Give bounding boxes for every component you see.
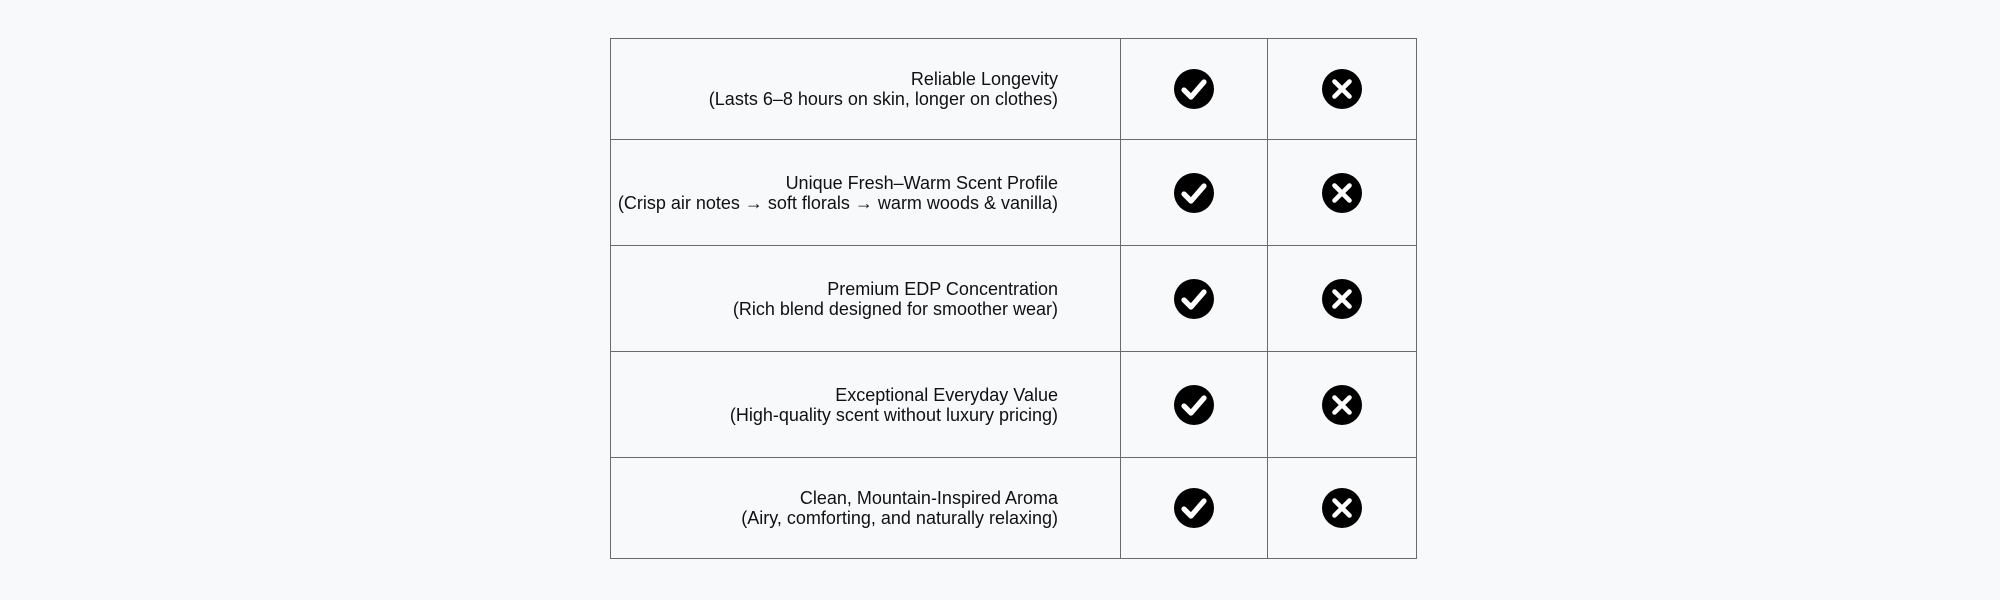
yes-cell: [1121, 140, 1268, 246]
x-icon: [1321, 278, 1363, 320]
check-icon: [1173, 172, 1215, 214]
feature-cell: [611, 352, 1121, 458]
feature-cell: [611, 140, 1121, 246]
check-icon: [1173, 68, 1215, 110]
table-row: [611, 246, 1417, 352]
check-icon: [1173, 278, 1215, 320]
yes-cell: [1121, 352, 1268, 458]
x-icon: [1321, 384, 1363, 426]
feature-cell: [611, 246, 1121, 352]
feature-subtitle: (Airy, comforting, and naturally relaxing): [741, 508, 1058, 528]
check-icon: [1173, 384, 1215, 426]
x-icon: [1321, 487, 1363, 529]
x-icon: [1321, 68, 1363, 110]
table-row: [611, 140, 1417, 246]
feature-cell: [611, 458, 1121, 559]
comparison-table: [610, 38, 1417, 559]
feature-subtitle: (Lasts 6–8 hours on skin, longer on clothes): [708, 89, 1058, 109]
feature-title: Clean, Mountain-Inspired Aroma: [799, 488, 1058, 508]
no-cell: [1268, 246, 1417, 352]
yes-cell: [1121, 39, 1268, 140]
no-cell: [1268, 458, 1417, 559]
feature-subtitle: (High-quality scent without luxury pricing): [729, 404, 1058, 425]
yes-cell: [1121, 458, 1268, 559]
yes-cell: [1121, 246, 1268, 352]
no-cell: [1268, 140, 1417, 246]
table-row: [611, 352, 1417, 458]
check-icon: [1173, 487, 1215, 529]
feature-title: Reliable Longevity: [910, 69, 1058, 89]
no-cell: [1268, 39, 1417, 140]
table-row: [611, 39, 1417, 140]
feature-title: Unique Fresh–Warm Scent Profile: [785, 172, 1058, 193]
feature-cell: [611, 39, 1121, 140]
feature-title: Exceptional Everyday Value: [835, 384, 1058, 405]
table-row: [611, 458, 1417, 559]
feature-subtitle: (Crisp air notes → soft florals → warm woods & vanilla): [617, 192, 1058, 213]
no-cell: [1268, 352, 1417, 458]
x-icon: [1321, 172, 1363, 214]
feature-subtitle: (Rich blend designed for smoother wear): [732, 298, 1058, 319]
feature-title: Premium EDP Concentration: [827, 278, 1058, 299]
